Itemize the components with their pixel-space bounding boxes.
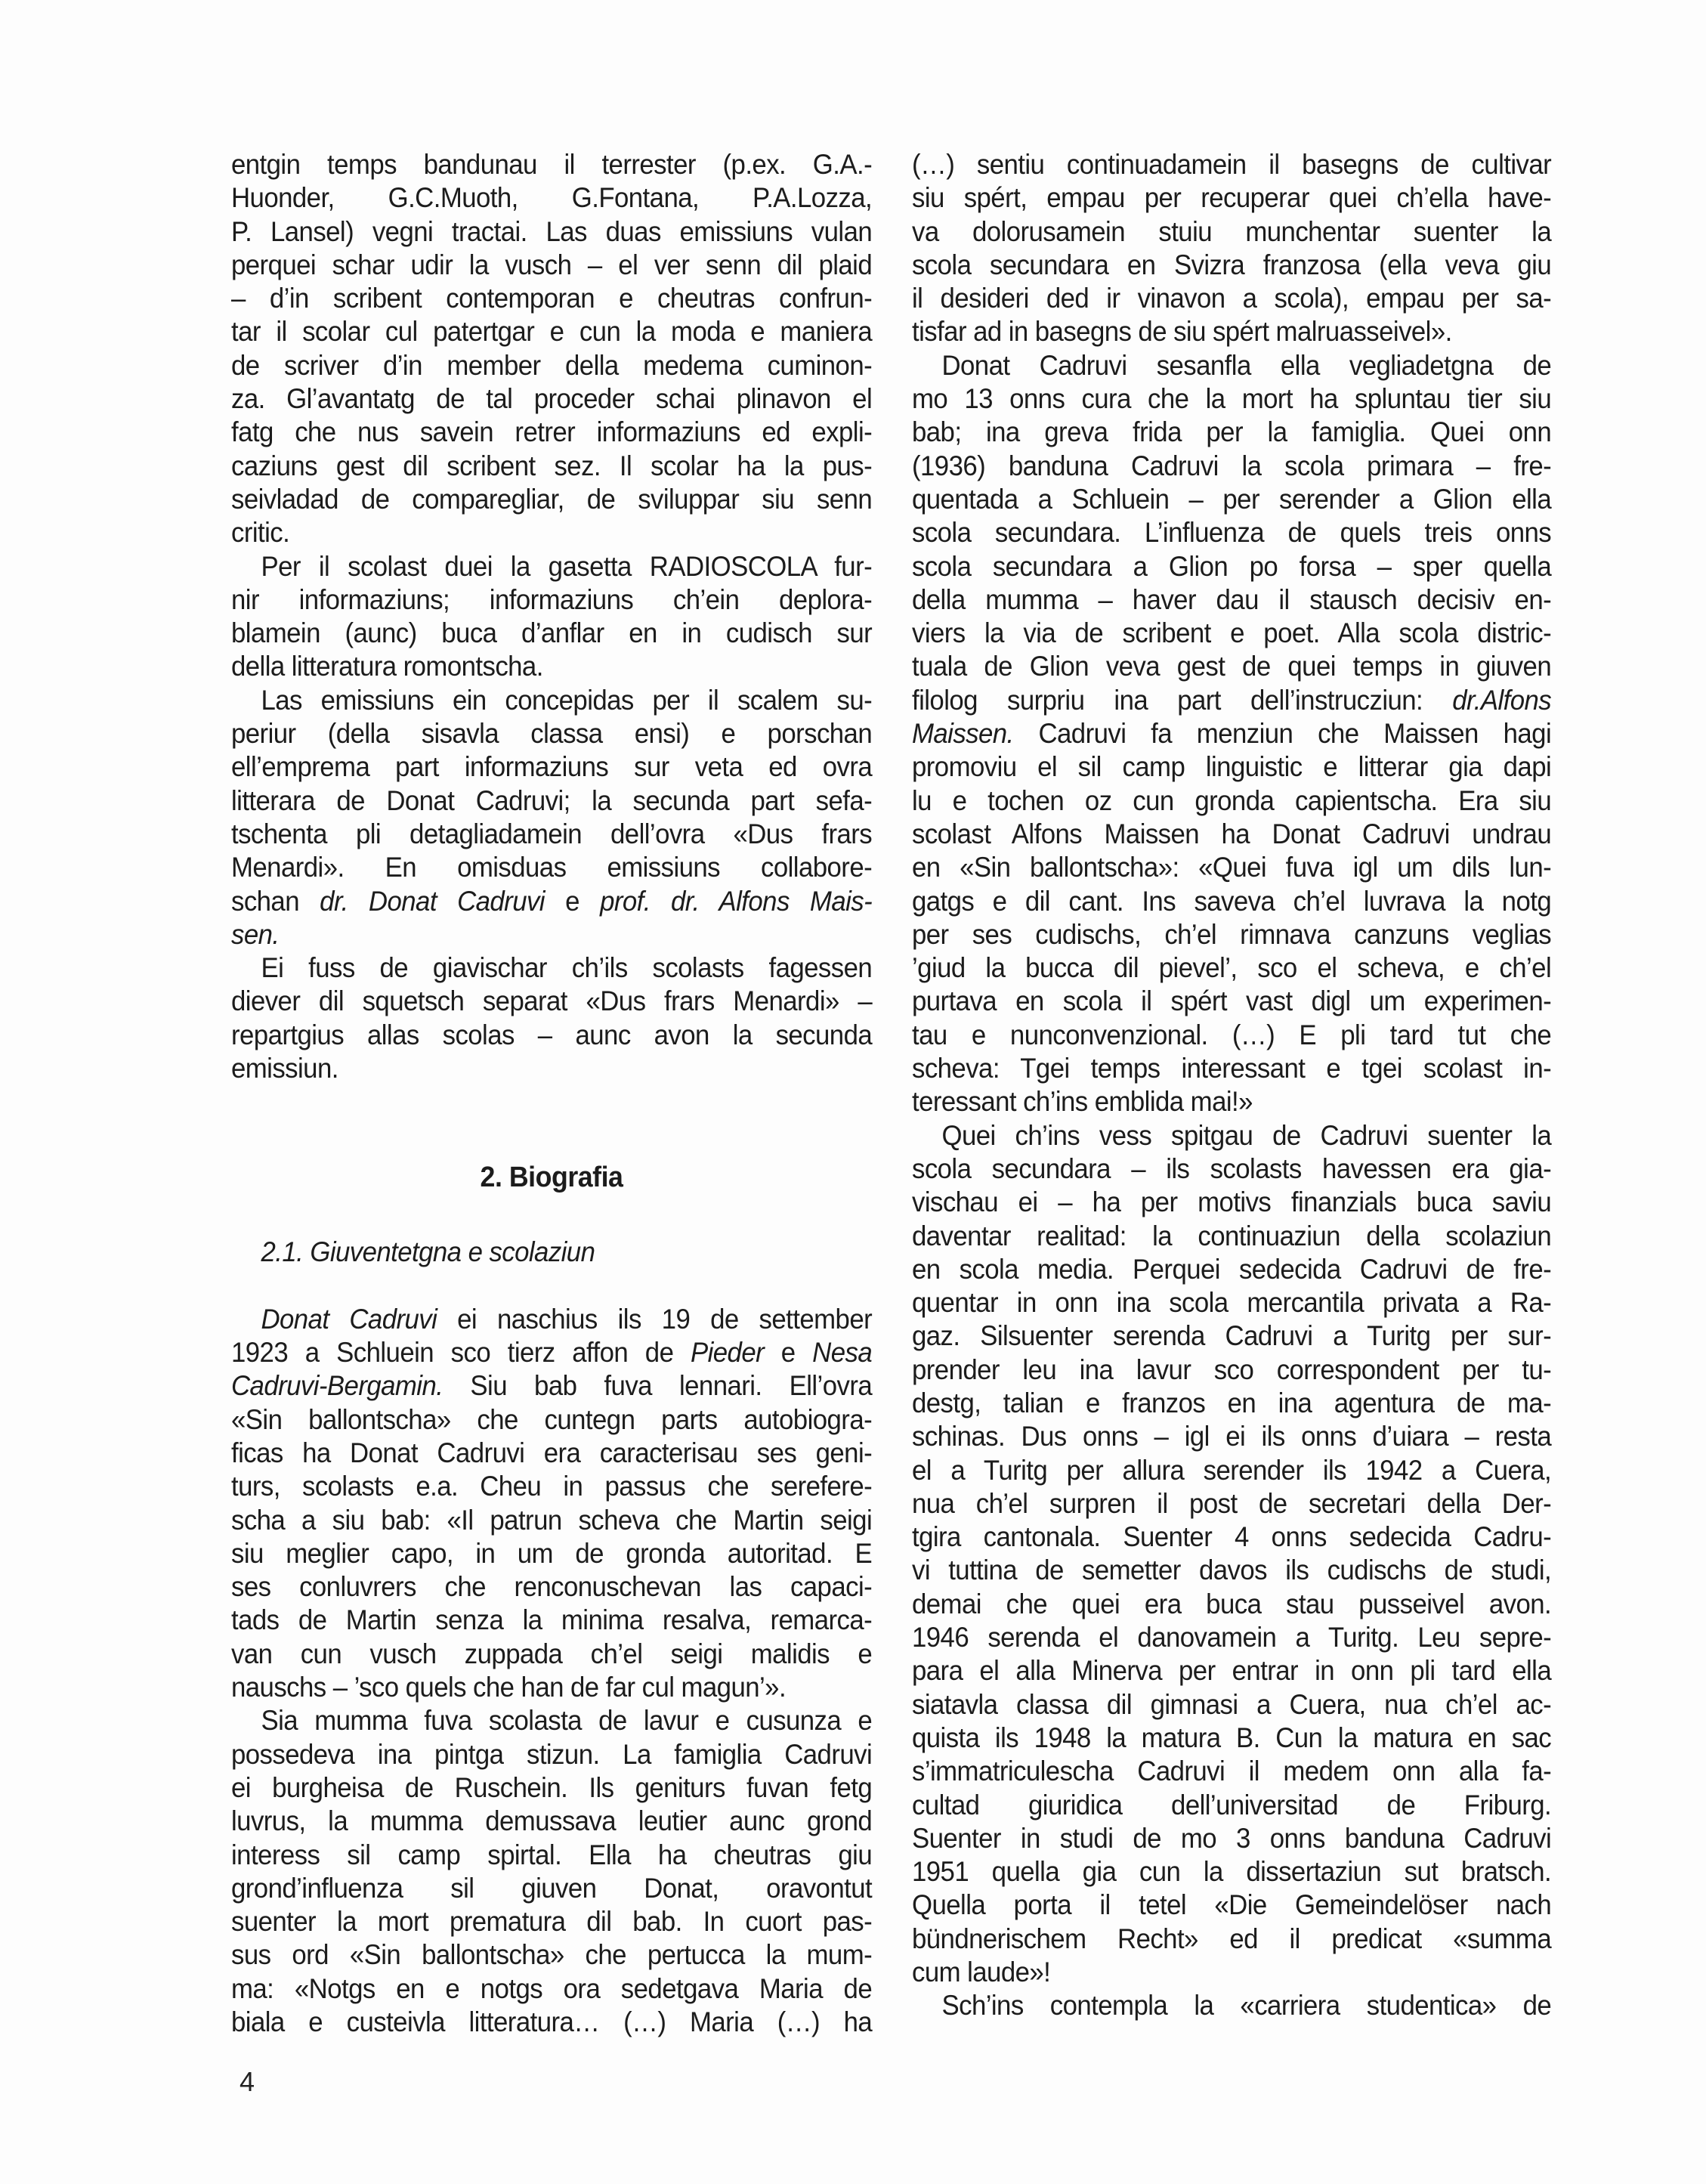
text-run: tau e nunconvenzional. (…) E pli tard tut che — [912, 1019, 1552, 1050]
right-column — [912, 148, 1551, 2023]
text-line — [231, 650, 872, 683]
text-line — [912, 951, 1551, 985]
text-line — [231, 282, 872, 315]
biography-continued-text-block — [912, 148, 1551, 2023]
text-run: ficas ha Donat Cadruvi era caracterisau ses geni- — [231, 1437, 873, 1468]
text-run: tuala de Glion veva gest de quei temps in giuven — [912, 651, 1552, 682]
text-line — [912, 1152, 1551, 1186]
text-line — [912, 617, 1551, 650]
text-run: Huonder, G.C.Muoth, G.Fontana, P.A.Lozza, — [231, 182, 873, 214]
text-line — [912, 550, 1551, 583]
text-run: blamein (aunc) buca d’anflar en in cudisch sur — [231, 617, 873, 649]
text-line — [231, 1570, 872, 1604]
italic-text: Nesa — [812, 1337, 873, 1369]
text-line — [231, 1303, 872, 1336]
text-run: Per il scolast duei la gasetta RADIOSCOLA fur- — [261, 550, 873, 582]
text-run: Ei fuss de giavischar ch’ils scolasts fagessen — [261, 952, 873, 984]
text-line — [912, 583, 1551, 617]
text-run: Sia mumma fuva scolasta de lavur e cusunza e — [261, 1705, 873, 1737]
text-line — [912, 1588, 1551, 1621]
text-line — [231, 1938, 872, 1972]
text-line — [231, 1805, 872, 1838]
text-line — [912, 1654, 1551, 1687]
spacer — [231, 1119, 872, 1152]
text-line — [912, 1487, 1551, 1520]
text-run: ell’emprema part informaziuns sur veta ed ovra — [231, 751, 873, 783]
text-run: Las emissiuns ein concepidas per il scalem su- — [261, 684, 873, 716]
text-line — [912, 818, 1551, 851]
biography-text-block — [231, 1303, 872, 2040]
text-run: il desideri ded ir vinavon a scola), empau per sa- — [912, 283, 1552, 314]
text-run: Siu bab fuva lennari. Ell’ovra — [443, 1370, 873, 1402]
text-line — [231, 181, 872, 215]
text-run: scola secundara en Svizra franzosa (ella veva giu — [912, 249, 1552, 280]
text-line — [912, 1019, 1551, 1052]
text-line — [231, 349, 872, 382]
text-line — [231, 315, 872, 348]
text-run: – d’in scribent contemporan e cheutras confrun- — [231, 283, 873, 314]
text-run: Sch’ins contempla la «carriera studentica» de — [941, 1990, 1552, 2022]
text-line — [912, 885, 1551, 918]
text-run: cultad giuridica dell’universitad de Friburg. — [912, 1789, 1552, 1821]
text-run: en «Sin ballontscha»: «Quei fuva igl um dils lun- — [912, 852, 1552, 883]
text-line — [231, 1872, 872, 1905]
text-line — [912, 784, 1551, 818]
text-line — [231, 717, 872, 750]
text-line — [912, 1520, 1551, 1554]
text-line — [231, 382, 872, 416]
text-run: de scriver d’in member della medema cuminon- — [231, 349, 873, 381]
text-line — [912, 516, 1551, 549]
text-run: biala e custeivla litteratura… (…) Maria (…) ha — [231, 2006, 873, 2038]
text-run: della litteratura romontscha. — [231, 651, 543, 682]
text-run: interess sil camp spirtal. Ella ha cheutras giu — [231, 1839, 873, 1870]
text-line — [912, 382, 1551, 416]
page-number: 4 — [240, 2066, 255, 2097]
text-line — [912, 1186, 1551, 1219]
italic-text: Donat Cadruvi — [261, 1303, 437, 1335]
text-line — [231, 2006, 872, 2039]
text-line — [231, 684, 872, 717]
text-line — [231, 784, 872, 818]
text-run: van cun vusch zuppada ch’el seigi malidis e — [231, 1638, 873, 1669]
text-line — [912, 985, 1551, 1018]
text-line — [231, 1336, 872, 1369]
text-line — [231, 1369, 872, 1403]
text-run: lu e tochen oz cun gronda capientscha. Era siu — [912, 784, 1552, 816]
subsection-heading: 2.1. Giuventetgna e scolaziun — [261, 1236, 595, 1268]
text-line — [231, 1972, 872, 2006]
text-run: suenter la mort prematura dil bab. In cuort pas- — [231, 1906, 873, 1938]
text-line — [912, 750, 1551, 784]
text-run: demai che quei era buca stau pusseivel avon. — [912, 1588, 1552, 1619]
text-line — [912, 1420, 1551, 1453]
text-run: siu meglier capo, in um de gronda autoritad. E — [231, 1537, 873, 1569]
text-line — [912, 282, 1551, 315]
text-run: «Sin ballontscha» che cuntegn parts autobiogra- — [231, 1403, 873, 1435]
text-run: vischau ei – ha per motivs finanzials buca saviu — [912, 1186, 1552, 1218]
text-line — [231, 1504, 872, 1537]
text-run: litterara de Donat Cadruvi; la secunda part sefa- — [231, 784, 873, 816]
text-run: schinas. Dus onns – igl ei ils onns d’uiara – resta — [912, 1421, 1552, 1452]
text-run: tisfar ad in basegns de siu spért malruasseivel». — [912, 316, 1452, 348]
text-run: scola secundara. L’influenza de quels treis onns — [912, 517, 1552, 549]
text-line — [912, 1688, 1551, 1722]
text-line — [912, 918, 1551, 951]
italic-text: sen. — [231, 918, 280, 950]
text-run: va dolorusamein stuiu munchentar suenter la — [912, 215, 1552, 247]
text-run: siu spért, empau per recuperar quei ch’ella have- — [912, 182, 1552, 214]
text-line — [231, 617, 872, 650]
text-line — [231, 483, 872, 516]
text-run: gatgs e dil cant. Ins saveva ch’el luvrava la notg — [912, 885, 1552, 917]
text-run: diever dil squetsch separat «Dus frars Menardi» – — [231, 985, 873, 1017]
text-run: Suenter in studi de mo 3 onns banduna Cadruvi — [912, 1822, 1552, 1854]
text-run: 1923 a Schluein sco tierz affon de — [231, 1337, 691, 1369]
text-line — [231, 985, 872, 1018]
text-line — [231, 1437, 872, 1470]
text-run: entgin temps bandunau il terrester (p.ex. G.A.- — [231, 149, 873, 180]
text-line — [231, 1738, 872, 1771]
text-run: per ses cudischs, ch’el rimnava canzuns veglias — [912, 918, 1552, 950]
text-run: sus ord «Sin ballontscha» che pertucca la mum- — [231, 1939, 873, 1971]
section-heading: 2. Biografia — [480, 1161, 623, 1193]
text-line — [912, 315, 1551, 348]
text-run: viers la via de scribent e poet. Alla scola distric- — [912, 617, 1552, 649]
text-run: s’immatriculescha Cadruvi il medem onn alla fa- — [912, 1756, 1552, 1787]
text-run: tgira cantonala. Suenter 4 onns sedecida Cadru- — [912, 1521, 1552, 1553]
text-run: promoviu el sil camp linguistic e litterar gia dapi — [912, 751, 1552, 783]
italic-text: Cadruvi-Bergamin. — [231, 1370, 443, 1402]
text-line — [231, 516, 872, 549]
text-run: tschenta pli detagliadamein dell’ovra «Dus frars — [231, 818, 873, 849]
text-line — [231, 583, 872, 617]
text-run: caziuns gest dil scribent sez. Il scolar ha la pus- — [231, 450, 873, 481]
text-line — [231, 249, 872, 282]
text-line — [231, 550, 872, 583]
text-line — [912, 650, 1551, 683]
text-line — [231, 851, 872, 884]
text-line — [912, 1119, 1551, 1152]
text-run: (1936) banduna Cadruvi la scola primara – fre- — [912, 450, 1552, 481]
text-run: della mumma – haver dau il stausch decisiv en- — [912, 583, 1552, 615]
text-run: nir informaziuns; informaziuns ch’ein deplora- — [231, 583, 873, 615]
text-run: scola secundara a Glion po forsa – sper quella — [912, 550, 1552, 582]
text-line — [231, 1905, 872, 1938]
text-run: seivladad de comparegliar, de sviluppar siu senn — [231, 483, 873, 515]
text-run: emissiun. — [231, 1053, 338, 1084]
text-run: e — [544, 885, 601, 917]
text-run: possedeva ina pintga stizun. La famiglia Cadruvi — [231, 1738, 873, 1770]
text-run: ei burgheisa de Ruschein. Ils geniturs fuvan fetg — [231, 1771, 873, 1803]
text-run: ma: «Notgs en e notgs ora sedetgava Maria de — [231, 1972, 873, 2004]
text-run: filolog surpriu ina part dell’instrucziun: — [912, 684, 1453, 716]
text-run: P. Lansel) vegni tractai. Las duas emissiuns vulan — [231, 215, 873, 247]
text-line — [912, 1554, 1551, 1587]
text-run: el a Turitg per allura serender ils 1942 a Cuera, — [912, 1454, 1552, 1486]
text-run: 1946 serenda el danovamein a Turitg. Leu sepre- — [912, 1622, 1552, 1653]
text-line — [231, 416, 872, 449]
text-run: scheva: Tgei temps interessant e tgei scolast in- — [912, 1053, 1552, 1084]
text-line — [231, 1638, 872, 1671]
text-line — [912, 1220, 1551, 1253]
text-line — [912, 416, 1551, 449]
text-line — [912, 1319, 1551, 1353]
text-run: teressant ch’ins emblida mai!» — [912, 1086, 1253, 1118]
text-line — [912, 1253, 1551, 1286]
text-run: fatg che nus savein retrer informaziuns ed expli- — [231, 416, 873, 448]
text-line — [912, 148, 1551, 181]
text-line — [231, 1671, 872, 1704]
text-line — [912, 483, 1551, 516]
text-line — [912, 1722, 1551, 1755]
text-line — [912, 450, 1551, 483]
italic-text: Maissen. — [912, 718, 1014, 750]
text-run: prender leu ina lavur sco correspondent per tu- — [912, 1353, 1552, 1385]
text-line — [912, 1052, 1551, 1085]
text-run: Cadruvi fa menziun che Maissen hagi — [1013, 718, 1552, 750]
text-run: tar il scolar cul patertgar e cun la moda e maniera — [231, 316, 873, 348]
text-run: destg, talian e franzos en ina agentura de ma- — [912, 1387, 1552, 1418]
text-line — [231, 1771, 872, 1805]
text-run: e — [764, 1337, 813, 1369]
text-run: turs, scolasts e.a. Cheu in passus che serefere- — [231, 1471, 873, 1502]
text-run: siatavla classa dil gimnasi a Cuera, nua ch’el ac- — [912, 1688, 1552, 1720]
text-run: quentada a Schluein – per serender a Glion ella — [912, 483, 1552, 515]
text-run: purtava en scola il spért vast digl um experimen- — [912, 985, 1552, 1017]
text-line — [912, 851, 1551, 884]
text-run: perquei schar udir la vusch – el ver senn dil plaid — [231, 249, 873, 280]
text-run: Menardi». En omisduas emissiuns collabore- — [231, 852, 873, 883]
text-line — [912, 1889, 1551, 1922]
text-line — [231, 818, 872, 851]
text-line — [231, 1704, 872, 1737]
text-line — [912, 1454, 1551, 1487]
text-line — [231, 951, 872, 985]
text-run: bab; ina greva frida per la famiglia. Quei onn — [912, 416, 1552, 448]
text-run: ’giud la bucca dil pievel’, sco el scheva, e ch’el — [912, 952, 1552, 984]
text-run: za. Gl’avantatg de tal proceder schai plinavon el — [231, 383, 873, 415]
text-line — [231, 1537, 872, 1570]
text-line — [231, 918, 872, 951]
italic-text: prof. dr. Alfons Mais- — [600, 885, 873, 917]
text-run: Quella porta il tetel «Die Gemeindelöser nach — [912, 1889, 1552, 1921]
text-line — [231, 750, 872, 784]
text-line — [912, 1387, 1551, 1420]
text-run: Donat Cadruvi sesanfla ella vegliadetgna de — [941, 349, 1552, 381]
text-line — [231, 1403, 872, 1437]
text-line — [912, 249, 1551, 282]
text-run: grond’influenza sil giuven Donat, oravontut — [231, 1872, 873, 1904]
text-run: vi tuttina de semetter davos ils cudischs de studi, — [912, 1554, 1552, 1586]
text-run: gaz. Silsuenter serenda Cadruvi a Turitg per sur- — [912, 1320, 1552, 1352]
text-line — [912, 1822, 1551, 1855]
text-run: mo 13 onns cura che la mort ha spluntau tier siu — [912, 383, 1552, 415]
text-line — [912, 1085, 1551, 1118]
text-run: quista ils 1948 la matura B. Cun la matura en sac — [912, 1722, 1552, 1753]
text-line — [912, 1855, 1551, 1889]
text-run: scha a siu bab: «Il patrun scheva che Martin seigi — [231, 1504, 873, 1536]
text-run: scola secundara – ils scolasts havessen era gia- — [912, 1152, 1552, 1184]
text-line — [912, 181, 1551, 215]
text-line — [231, 450, 872, 483]
text-run: critic. — [231, 517, 290, 549]
spacer — [231, 1202, 872, 1236]
text-line — [912, 349, 1551, 382]
text-run: 1951 quella gia cun la dissertaziun sut bratsch. — [912, 1856, 1552, 1888]
text-line — [231, 1019, 872, 1052]
text-run: repartgius allas scolas – aunc avon la secunda — [231, 1019, 873, 1050]
text-line — [231, 1052, 872, 1085]
text-line — [912, 1353, 1551, 1387]
text-run: schan — [231, 885, 320, 917]
text-line — [912, 1286, 1551, 1319]
text-run: quentar in onn ina scola mercantila privata a Ra- — [912, 1287, 1552, 1319]
text-line — [912, 1956, 1551, 1989]
text-run: (…) sentiu continuadamein il basegns de cultivar — [912, 149, 1552, 180]
spacer — [231, 1270, 872, 1303]
text-line — [912, 215, 1551, 249]
text-run: periur (della sisavla classa ensi) e porschan — [231, 718, 873, 750]
text-line — [912, 1789, 1551, 1822]
text-line — [912, 684, 1551, 717]
text-line — [912, 717, 1551, 750]
spacer — [231, 1085, 872, 1118]
text-line — [231, 1470, 872, 1503]
text-line — [912, 1923, 1551, 1956]
text-line — [912, 1755, 1551, 1788]
intro-text-block — [231, 148, 872, 1085]
italic-text: dr. Donat Cadruvi — [320, 885, 545, 917]
text-run: cum laude»! — [912, 1957, 1051, 1988]
text-run: tads de Martin senza la minima resalva, remarca- — [231, 1604, 873, 1636]
text-run: ses conluvrers che renconuschevan las capaci- — [231, 1571, 873, 1603]
text-run: para el alla Minerva per entrar in onn pli tard ella — [912, 1655, 1552, 1687]
italic-text: dr.Alfons — [1452, 684, 1552, 716]
text-line — [231, 885, 872, 918]
text-line — [231, 1839, 872, 1872]
text-run: en scola media. Perquei sedecida Cadruvi de fre- — [912, 1253, 1552, 1285]
text-run: nua ch’el surpren il post de secretari della Der- — [912, 1487, 1552, 1519]
text-line — [231, 1604, 872, 1637]
text-run: luvrus, la mumma demussava leutier aunc grond — [231, 1805, 873, 1837]
left-column — [231, 148, 872, 2039]
text-line — [231, 215, 872, 249]
text-run: daventar realitad: la continuaziun della scolaziun — [912, 1220, 1552, 1251]
text-run: nauschs – ’sco quels che han de far cul magun’». — [231, 1672, 787, 1703]
text-run: ei naschius ils 19 de settember — [437, 1303, 873, 1335]
text-run: Quei ch’ins vess spitgau de Cadruvi suenter la — [941, 1119, 1552, 1151]
text-run: bündnerischem Recht» ed il predicat «summa — [912, 1923, 1552, 1954]
text-line — [912, 1621, 1551, 1654]
text-line — [912, 1989, 1551, 2022]
text-run: scolast Alfons Maissen ha Donat Cadruvi undrau — [912, 818, 1552, 849]
italic-text: Pieder — [690, 1337, 765, 1369]
text-line — [231, 148, 872, 181]
